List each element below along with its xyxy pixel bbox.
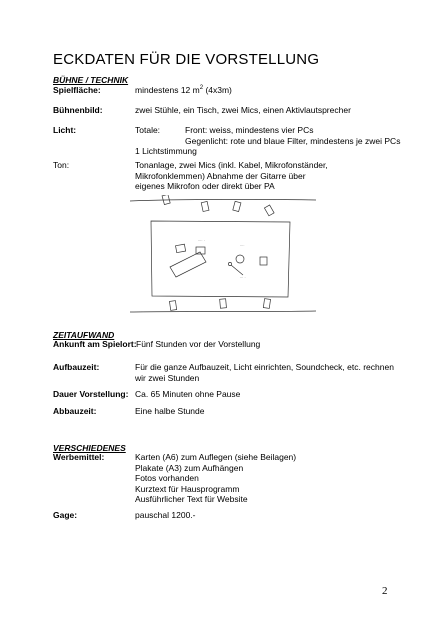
licht-totale-label: Totale:	[135, 125, 161, 135]
amp-sketch	[260, 257, 267, 265]
spotlight-icon	[169, 301, 176, 311]
werbemittel-item: Fotos vorhanden	[135, 473, 199, 483]
werbemittel-item: Kurztext für Hausprogramm	[135, 483, 240, 494]
value-buehnenbild: zwei Stühle, ein Tisch, zwei Mics, einen Aktivlautsprecher	[135, 105, 351, 115]
werbemittel-item: Plakate (A3) zum Aufhängen	[135, 462, 244, 473]
value-licht	[135, 125, 401, 157]
licht-totale-value: Front: weiss, mindestens vier PCs	[185, 125, 314, 135]
spotlight-icon	[220, 299, 227, 308]
section-heading-verschiedenes: VERSCHIEDENES	[53, 443, 126, 453]
spotlight-icon	[264, 205, 274, 216]
stage-sketch	[128, 195, 318, 315]
label-ton: Ton:	[53, 160, 70, 170]
mic-stand-sketch	[231, 265, 243, 275]
section-heading-buehne: BÜHNE / TECHNIK	[53, 75, 129, 85]
label-buehnenbild: Bühnenbild:	[53, 105, 103, 115]
licht-gegenlicht: Gegenlicht: rote und blaue Filter, mindestens je zwei PCs	[185, 135, 401, 146]
chair-sketch	[176, 244, 186, 252]
svg-text:··· ·: ··· ·	[240, 276, 246, 280]
mic-sketch	[228, 262, 231, 265]
value-ankunft: Fünf Stunden vor der Vorstellung	[136, 339, 261, 349]
table-sketch	[170, 252, 206, 277]
werbemittel-item: Ausführlicher Text für Website	[135, 494, 248, 504]
value-dauer: Ca. 65 Minuten ohne Pause	[135, 389, 241, 399]
value-abbau: Eine halbe Stunde	[135, 406, 205, 416]
speaker-sketch	[236, 255, 244, 263]
label-licht: Licht:	[53, 125, 77, 135]
value-spielflaeche: mindestens 12 $m^2$ (4x3m)	[135, 85, 232, 95]
werbemittel-item: Karten (A6) zum Auflegen (siehe Beilagen)	[135, 452, 297, 462]
licht-lichtstimmung: 1 Lichtstimmung	[135, 146, 197, 156]
value-aufbau: Für die ganze Aufbauzeit, Licht einrichten, Soundcheck, etc. rechnen wir zwei Stunden	[135, 362, 394, 383]
value-gage: pauschal 1200.-	[135, 510, 196, 520]
stage-outline	[151, 221, 290, 297]
svg-text:···· ·: ···· ·	[198, 239, 205, 243]
spotlight-icon	[201, 201, 209, 211]
label-gage: Gage:	[53, 510, 78, 520]
value-ton: Tonanlage, zwei Mics (inkl. Kabel, Mikrofonständer, Mikrofonklemmen) Abnahme der Gitarre über eigenes Mikrofon oder direkt über PA	[135, 160, 328, 191]
label-dauer: Dauer Vorstellung:	[53, 389, 129, 399]
svg-text:····: ····	[240, 244, 245, 248]
sketch-top-line	[130, 199, 316, 201]
sketch-bottom-line	[130, 311, 316, 312]
value-werbemittel	[135, 452, 397, 505]
page-number: 2	[382, 585, 388, 597]
label-aufbau: Aufbauzeit:	[53, 362, 100, 372]
spotlight-icon	[263, 299, 270, 309]
section-heading-zeit: ZEITAUFWAND	[53, 330, 115, 340]
page-title: ECKDATEN FÜR DIE VORSTELLUNG	[53, 51, 320, 68]
label-ankunft: Ankunft am Spielort:	[53, 339, 137, 349]
label-abbau: Abbauzeit:	[53, 406, 97, 416]
spotlight-icon	[233, 201, 241, 211]
label-spielflaeche: Spielfläche:	[53, 85, 101, 95]
label-werbemittel: Werbemittel:	[53, 452, 105, 462]
